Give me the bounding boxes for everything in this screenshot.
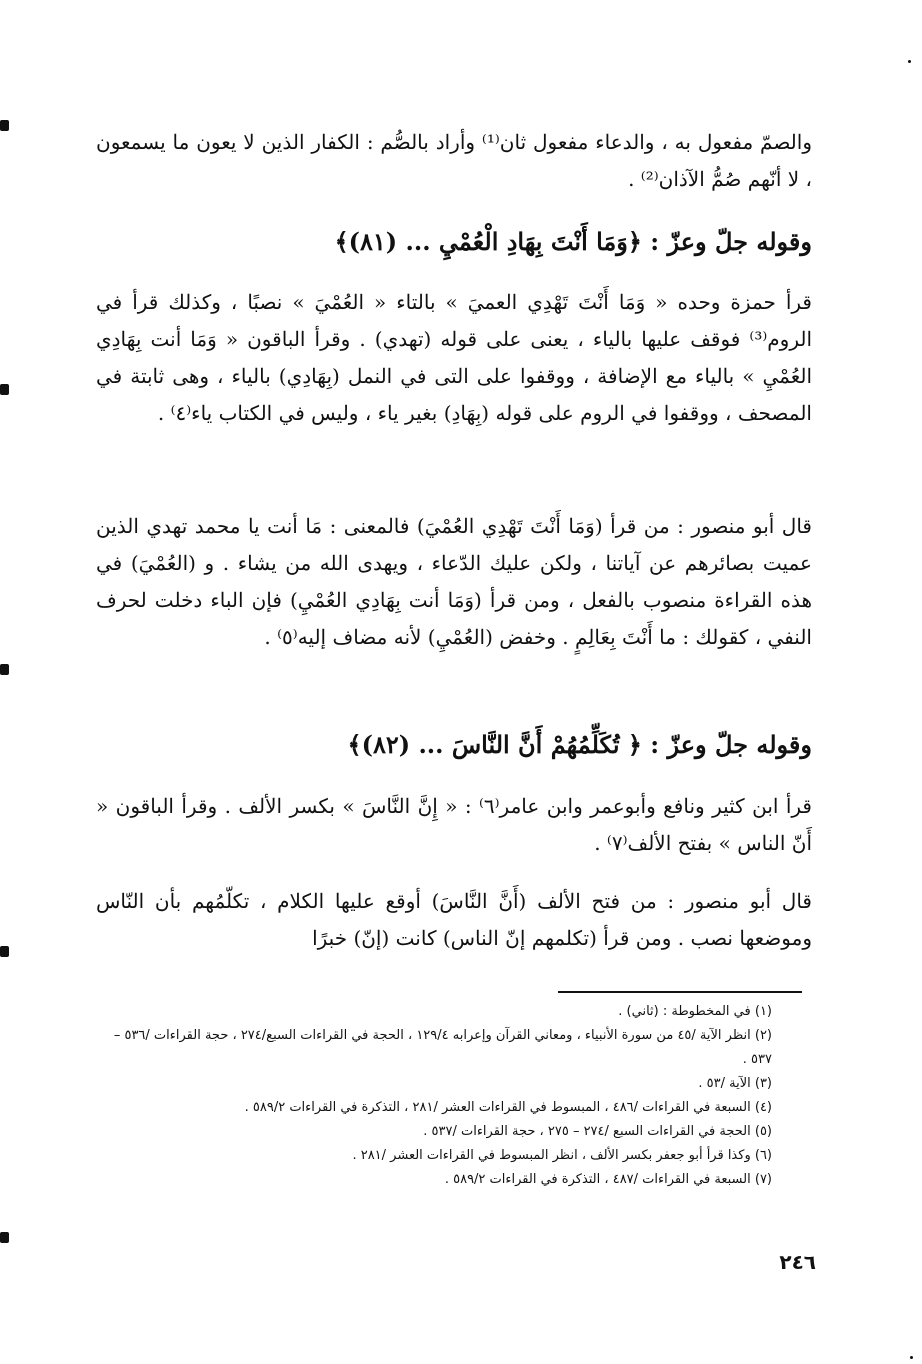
scan-margin-mark: [0, 946, 9, 957]
verse-heading-81: وقوله جلّ وعزّ : ﴿وَمَا أَنْتَ بِهَادِ الْعُمْيِ ... (٨١)﴾: [334, 227, 812, 256]
footnote-item: (٧) السبعة في القراءات /٤٨٧ ، التذكرة في القراءات ٥٨٩/٢ .: [444, 1172, 772, 1187]
footnote-item: (٣) الآية /٥٣ .: [698, 1076, 772, 1091]
paragraph-commentary-81: قال أبو منصور : من قرأ (وَمَا أَنْتَ تَهْدِي العُمْيَ) فالمعنى : مَا أنت يا محمد تهدي الذين عميت بصائرهم عن آياتنا ، ولكن عليك الدّعاء ، ويهدى الله من يشاء . و (العُمْيَ) في هذه القراءة منصوب بالفعل ، ومن قرأ (وَمَا أنت بِهَادِي العُمْيِ) فإن الباء دخلت لحرف النفي ، كقولك : ما أَنْتَ بِعَالِمٍ . وخفض (العُمْيِ) لأنه مضاف إليه⁽٥⁾ .: [96, 514, 812, 649]
scan-speck: [908, 60, 911, 63]
paragraph-commentary-82: قال أبو منصور : من فتح الألف (أَنَّ النَّاسَ) أوقع عليها الكلام ، تكلّمُهم بأن النّاس وموضعها نصب . ومن قرأ (تكلمهم إنّ الناس) كانت (إنّ) خبرًا: [96, 889, 812, 950]
scan-margin-mark: [0, 1232, 9, 1243]
scan-speck: [910, 1356, 913, 1359]
footnote-item: (٥) الحجة في القراءات السبع /٢٧٤ – ٢٧٥ ، حجة القراءات /٥٣٧ .: [423, 1124, 772, 1139]
footnote-item: (١) في المخطوطة : (ثاني) .: [618, 1004, 772, 1019]
scan-margin-mark: [0, 664, 9, 675]
paragraph-intro: والصمّ مفعول به ، والدعاء مفعول ثان⁽¹⁾ وأراد بالصُّم : الكفار الذين لا يعون ما يسمعون ، لا أنّهم صُمُّ الآذان⁽²⁾ .: [96, 130, 812, 191]
verse-heading-82: وقوله جلّ وعزّ : ﴿ تُكَلِّمُهُمْ أَنَّ النَّاسَ ... (٨٢)﴾: [347, 730, 812, 759]
scan-margin-mark: [0, 120, 9, 131]
scan-margin-mark: [0, 384, 9, 395]
footnote-divider: [558, 991, 802, 993]
footnote-item: (٤) السبعة في القراءات /٤٨٦ ، المبسوط في القراءات العشر /٢٨١ ، التذكرة في القراءات ٥٨٩/٢ .: [244, 1100, 772, 1115]
paragraph-readings-81: قرأ حمزة وحده « وَمَا أَنْتَ تَهْدِي العميَ » بالتاء « العُمْيَ » نصبًا ، وكذلك قرأ في الروم⁽³⁾ فوقف عليها بالياء ، يعنى على قوله (تهدي) . وقرأ الباقون « وَمَا أنت بِهَادِي العُمْيِ » بالياء مع الإضافة ، ووقفوا على التى في النمل (بِهَادِي) بالياء ، وهى ثابتة في المصحف ، ووقفوا في الروم على قوله (بِهَادِ) بغير ياء ، وليس في الكتاب ياء⁽٤⁾ .: [96, 290, 812, 425]
footnote-item: (٦) وكذا قرأ أبو جعفر بكسر الألف ، انظر المبسوط في القراءات العشر /٢٨١ .: [352, 1148, 772, 1163]
footnotes-list: [96, 1000, 812, 1192]
page-number: ٢٤٦: [779, 1250, 816, 1274]
footnote-item: (٢) انظر الآية /٤٥ من سورة الأنبياء ، ومعاني القرآن وإعرابه ١٢٩/٤ ، الحجة في القراءات السبع/٢٧٤ ، حجة القراءات /٥٣٦ – ٥٣٧ .: [113, 1028, 772, 1067]
paragraph-readings-82: قرأ ابن كثير ونافع وأبوعمر وابن عامر⁽٦⁾ : « إِنَّ النَّاسَ » بكسر الألف . وقرأ الباقون « أَنّ الناس » بفتح الألف⁽٧⁾ .: [96, 794, 812, 855]
